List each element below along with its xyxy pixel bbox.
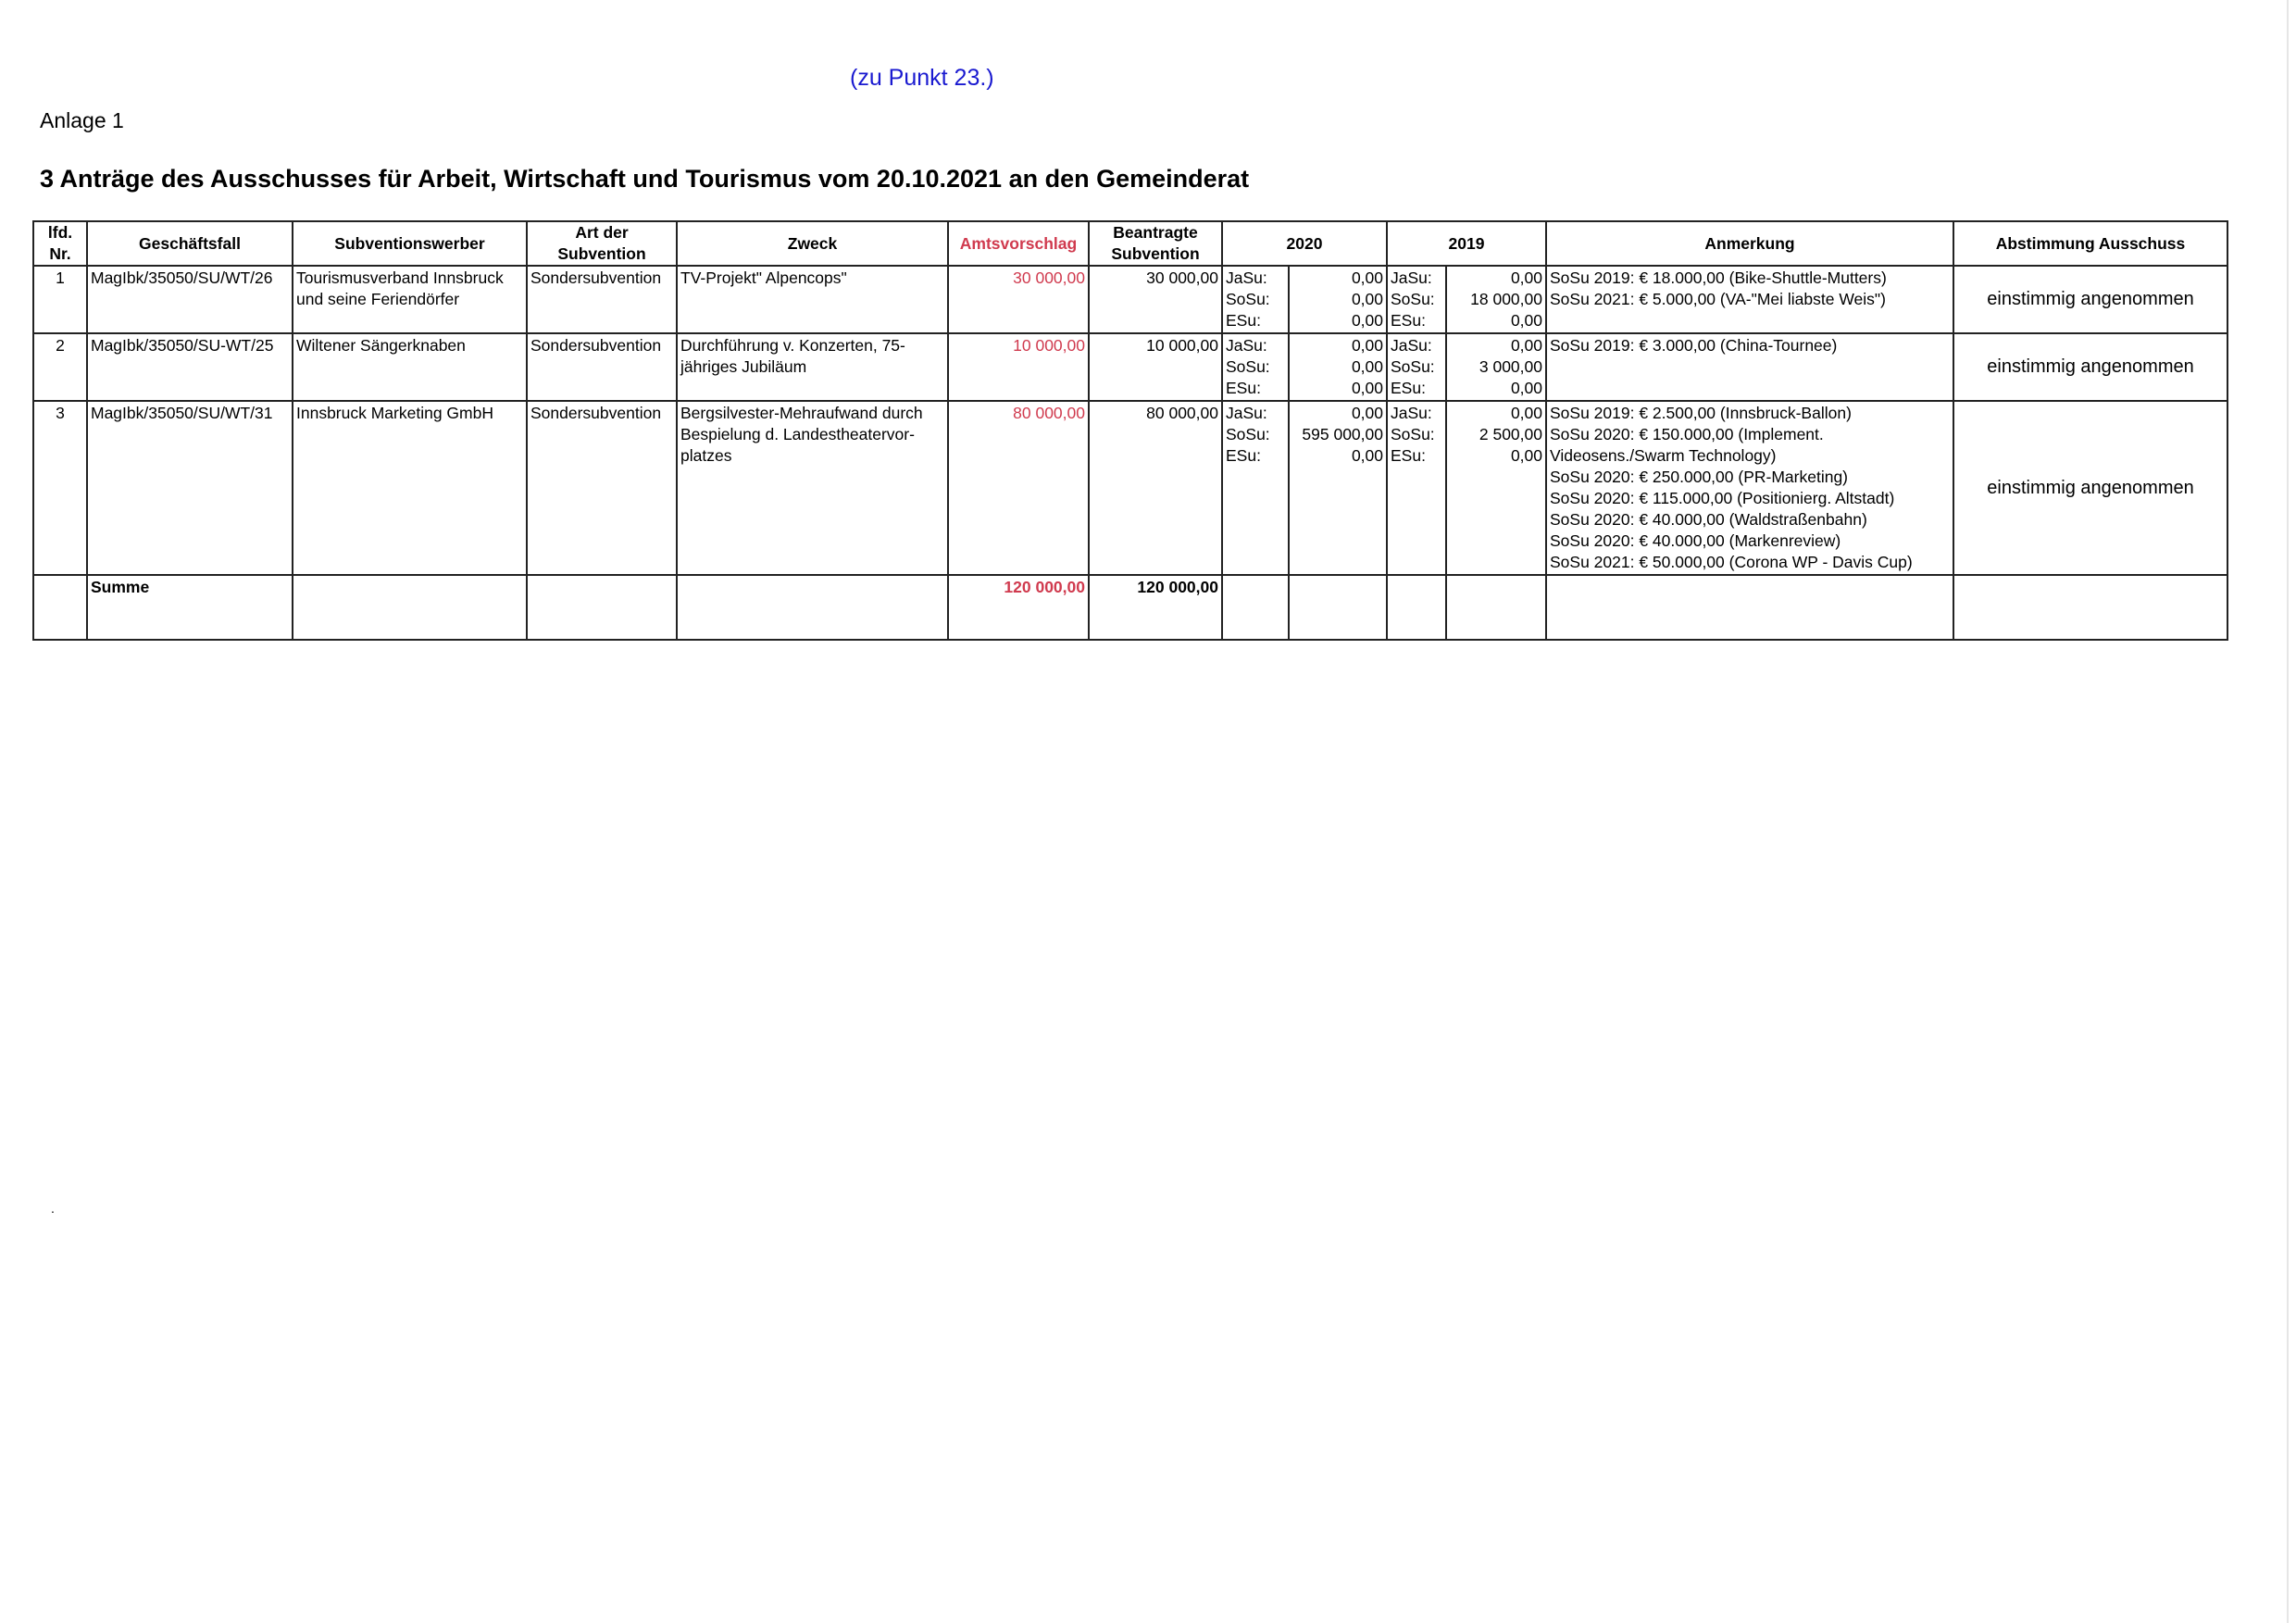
row-purpose: TV-Projekt" Alpencops"	[677, 266, 948, 333]
value: 0,00	[1351, 268, 1383, 287]
value: 0,00	[1351, 379, 1383, 397]
table-header-row	[33, 221, 2227, 266]
row-2020-values	[1289, 266, 1387, 333]
header-type: Art der Subvention	[527, 221, 677, 266]
row-remarks	[1546, 333, 1953, 401]
header-proposal: Amtsvorschlag	[948, 221, 1089, 266]
remark-line: SoSu 2021: € 5.000,00 (VA-"Mei liabste Weis")	[1550, 290, 1886, 308]
value: 0,00	[1510, 404, 1542, 422]
row-applicant: Innsbruck Marketing GmbH	[293, 401, 527, 575]
row-proposal: 10 000,00	[948, 333, 1089, 401]
page-title: 3 Anträge des Ausschusses für Arbeit, Wirtschaft und Tourismus vom 20.10.2021 an den Gemeinderat	[40, 165, 1250, 193]
value: 0,00	[1351, 357, 1383, 376]
sum-empty-cell	[1446, 575, 1546, 640]
value: 0,00	[1510, 268, 1542, 287]
table-row	[33, 333, 2227, 401]
header-nr: lfd. Nr.	[33, 221, 87, 266]
row-requested: 80 000,00	[1089, 401, 1222, 575]
value: 2 500,00	[1479, 425, 1542, 443]
sum-nr-cell	[33, 575, 87, 640]
value: 0,00	[1351, 336, 1383, 355]
header-remark: Anmerkung	[1546, 221, 1953, 266]
row-nr: 1	[33, 266, 87, 333]
remark-line: SoSu 2020: € 115.000,00 (Positionierg. Altstadt)	[1550, 489, 1895, 507]
header-purpose: Zweck	[677, 221, 948, 266]
sum-empty-cell	[1289, 575, 1387, 640]
row-purpose: Durchführung v. Konzerten, 75-jähriges Jubiläum	[677, 333, 948, 401]
row-purpose: Bergsilvester-Mehraufwand durch Bespielung d. Landestheatervor-platzes	[677, 401, 948, 575]
value: 0,00	[1510, 311, 1542, 330]
row-2020-labels	[1222, 401, 1289, 575]
label: JaSu:	[1391, 404, 1432, 422]
sum-requested: 120 000,00	[1089, 575, 1222, 640]
row-2020-values	[1289, 333, 1387, 401]
remark-line: SoSu 2019: € 3.000,00 (China-Tournee)	[1550, 336, 1838, 355]
label: SoSu:	[1391, 290, 1435, 308]
value: 0,00	[1510, 336, 1542, 355]
table-row	[33, 266, 2227, 333]
label: ESu:	[1226, 379, 1261, 397]
sum-empty-cell	[293, 575, 527, 640]
label: JaSu:	[1391, 336, 1432, 355]
remark-line: SoSu 2020: € 40.000,00 (Waldstraßenbahn)	[1550, 510, 1867, 529]
row-type: Sondersubvention	[527, 266, 677, 333]
sum-empty-cell	[1222, 575, 1289, 640]
annex-label: Anlage 1	[40, 108, 124, 132]
table-row	[33, 401, 2227, 575]
header-2019: 2019	[1387, 221, 1546, 266]
row-case: MagIbk/35050/SU/WT/31	[87, 401, 293, 575]
header-2020: 2020	[1222, 221, 1387, 266]
remark-line: SoSu 2021: € 50.000,00 (Corona WP - Davis Cup)	[1550, 553, 1913, 571]
sum-empty-cell	[1546, 575, 1953, 640]
label: SoSu:	[1226, 290, 1270, 308]
row-2020-labels	[1222, 266, 1289, 333]
label: JaSu:	[1226, 336, 1267, 355]
row-vote: einstimmig angenommen	[1953, 266, 2227, 333]
row-2020-values	[1289, 401, 1387, 575]
row-2019-labels	[1387, 333, 1446, 401]
row-requested: 30 000,00	[1089, 266, 1222, 333]
row-type: Sondersubvention	[527, 401, 677, 575]
remark-line: SoSu 2020: € 40.000,00 (Markenreview)	[1550, 531, 1841, 550]
remark-line: SoSu 2019: € 2.500,00 (Innsbruck-Ballon)	[1550, 404, 1852, 422]
label: SoSu:	[1391, 357, 1435, 376]
label: JaSu:	[1391, 268, 1432, 287]
row-2019-values	[1446, 266, 1546, 333]
remark-line: SoSu 2020: € 150.000,00 (Implement.	[1550, 425, 1824, 443]
value: 0,00	[1351, 290, 1383, 308]
row-proposal: 80 000,00	[948, 401, 1089, 575]
remark-line: SoSu 2019: € 18.000,00 (Bike-Shuttle-Mutters)	[1550, 268, 1887, 287]
sum-empty-cell	[1387, 575, 1446, 640]
sum-empty-cell	[677, 575, 948, 640]
sum-empty-cell	[1953, 575, 2227, 640]
value: 18 000,00	[1470, 290, 1542, 308]
label: JaSu:	[1226, 404, 1267, 422]
row-2019-labels	[1387, 401, 1446, 575]
label: SoSu:	[1391, 425, 1435, 443]
label: ESu:	[1391, 379, 1426, 397]
value: 0,00	[1510, 379, 1542, 397]
header-applicant: Subventionswerber	[293, 221, 527, 266]
sum-label: Summe	[87, 575, 293, 640]
page-edge	[2287, 0, 2289, 1623]
subsidy-table	[32, 220, 2228, 641]
row-vote: einstimmig angenommen	[1953, 401, 2227, 575]
row-case: MagIbk/35050/SU/WT/26	[87, 266, 293, 333]
row-2019-labels	[1387, 266, 1446, 333]
label: ESu:	[1391, 311, 1426, 330]
row-vote: einstimmig angenommen	[1953, 333, 2227, 401]
row-type: Sondersubvention	[527, 333, 677, 401]
row-case: MagIbk/35050/SU-WT/25	[87, 333, 293, 401]
stray-dot: .	[51, 1201, 55, 1216]
label: SoSu:	[1226, 425, 1270, 443]
remark-line: SoSu 2020: € 250.000,00 (PR-Marketing)	[1550, 468, 1848, 486]
header-vote: Abstimmung Ausschuss	[1953, 221, 2227, 266]
row-proposal: 30 000,00	[948, 266, 1089, 333]
row-applicant: Wiltener Sängerknaben	[293, 333, 527, 401]
row-nr: 3	[33, 401, 87, 575]
value: 0,00	[1351, 404, 1383, 422]
sum-proposal: 120 000,00	[948, 575, 1089, 640]
label: ESu:	[1226, 446, 1261, 465]
row-nr: 2	[33, 333, 87, 401]
label: ESu:	[1391, 446, 1426, 465]
label: SoSu:	[1226, 357, 1270, 376]
sum-empty-cell	[527, 575, 677, 640]
row-2019-values	[1446, 401, 1546, 575]
row-2020-labels	[1222, 333, 1289, 401]
row-remarks	[1546, 401, 1953, 575]
header-case: Geschäftsfall	[87, 221, 293, 266]
value: 0,00	[1351, 446, 1383, 465]
value: 3 000,00	[1479, 357, 1542, 376]
value: 0,00	[1351, 311, 1383, 330]
value: 595 000,00	[1302, 425, 1383, 443]
row-2019-values	[1446, 333, 1546, 401]
row-applicant: Tourismusverband Innsbruck und seine Feriendörfer	[293, 266, 527, 333]
remark-line: Videosens./Swarm Technology)	[1550, 446, 1777, 465]
agenda-reference: (zu Punkt 23.)	[850, 65, 994, 91]
row-requested: 10 000,00	[1089, 333, 1222, 401]
sum-row	[33, 575, 2227, 640]
header-requested: Beantragte Subvention	[1089, 221, 1222, 266]
label: JaSu:	[1226, 268, 1267, 287]
row-remarks	[1546, 266, 1953, 333]
value: 0,00	[1510, 446, 1542, 465]
label: ESu:	[1226, 311, 1261, 330]
